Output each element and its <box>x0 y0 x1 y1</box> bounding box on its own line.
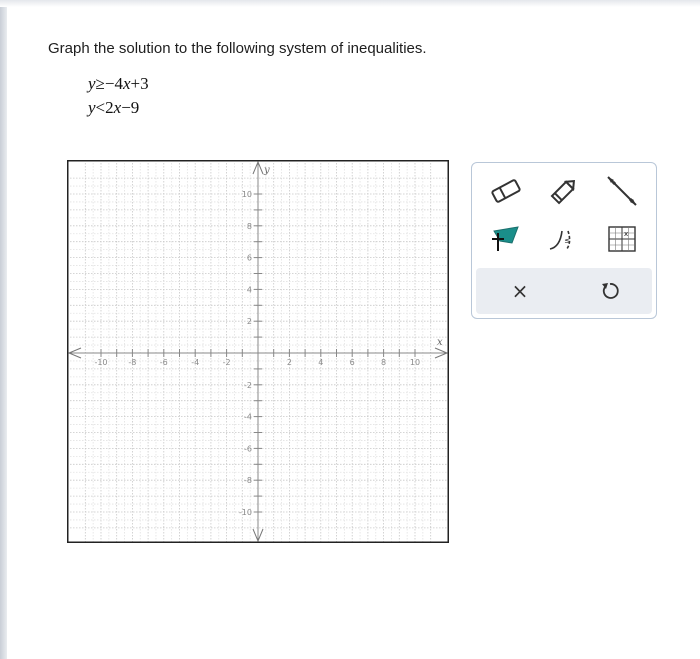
inequality-1-y: y <box>88 74 96 93</box>
fill-region-icon[interactable] <box>486 219 526 259</box>
inequality-1-constant: +3 <box>130 74 149 93</box>
inequality-2-y: y <box>88 98 96 117</box>
x-tick-label: -6 <box>159 358 168 367</box>
question-prompt: Graph the solution to the following system of inequalities. <box>48 40 427 57</box>
clear-glyph: × <box>511 279 529 303</box>
eraser-icon[interactable] <box>486 171 526 211</box>
x-tick-label: -2 <box>222 358 231 367</box>
window-top-edge <box>0 0 700 7</box>
inequality-1-relation: ≥ <box>95 74 105 93</box>
pencil-icon[interactable] <box>544 171 584 211</box>
y-tick-label: -2 <box>244 380 252 390</box>
inequality-2-relation: < <box>95 98 106 117</box>
y-tick-label: 6 <box>246 253 252 263</box>
y-tick-label: -6 <box>244 444 252 454</box>
graph-canvas[interactable] <box>67 160 449 543</box>
dashed-curve-icon[interactable] <box>544 219 584 259</box>
line-tool-icon[interactable] <box>602 171 642 211</box>
undo-icon[interactable] <box>590 271 630 311</box>
inequality-2-x: x <box>113 98 122 117</box>
clear-icon[interactable] <box>500 271 540 311</box>
y-tick-label: -10 <box>238 508 252 517</box>
y-tick-label: -4 <box>244 412 252 422</box>
x-tick-label: 2 <box>286 358 292 367</box>
y-axis-label: y <box>264 165 270 176</box>
y-tick-label: 10 <box>241 190 252 199</box>
inequality-2 <box>88 98 139 118</box>
toolbox-action-bar <box>476 268 652 314</box>
svg-text:x: x <box>624 230 629 238</box>
x-tick-label: 10 <box>409 358 421 367</box>
grid-toggle-icon[interactable] <box>602 219 642 259</box>
inequality-1 <box>88 74 149 94</box>
x-tick-label: -10 <box>94 358 108 367</box>
x-axis-label: x <box>437 337 443 348</box>
x-tick-label: 4 <box>318 358 324 367</box>
svg-text:≤: ≤ <box>564 236 571 245</box>
y-tick-label: -8 <box>244 476 252 486</box>
inequality-2-constant: −9 <box>121 98 140 117</box>
x-tick-label: -8 <box>128 358 137 367</box>
coordinate-plane[interactable] <box>67 160 449 543</box>
x-tick-label: -4 <box>191 358 200 367</box>
x-tick-label: 8 <box>381 358 387 367</box>
y-tick-label: 2 <box>246 317 252 327</box>
x-tick-label: 6 <box>349 358 355 367</box>
inequality-1-x: x <box>122 74 131 93</box>
inequality-2-coefficient: 2 <box>105 98 114 117</box>
y-tick-label: 8 <box>246 221 252 231</box>
inequality-1-coefficient: −4 <box>104 74 123 93</box>
window-left-edge <box>0 0 7 659</box>
y-tick-label: 4 <box>246 285 252 295</box>
graph-toolbox <box>471 162 657 319</box>
